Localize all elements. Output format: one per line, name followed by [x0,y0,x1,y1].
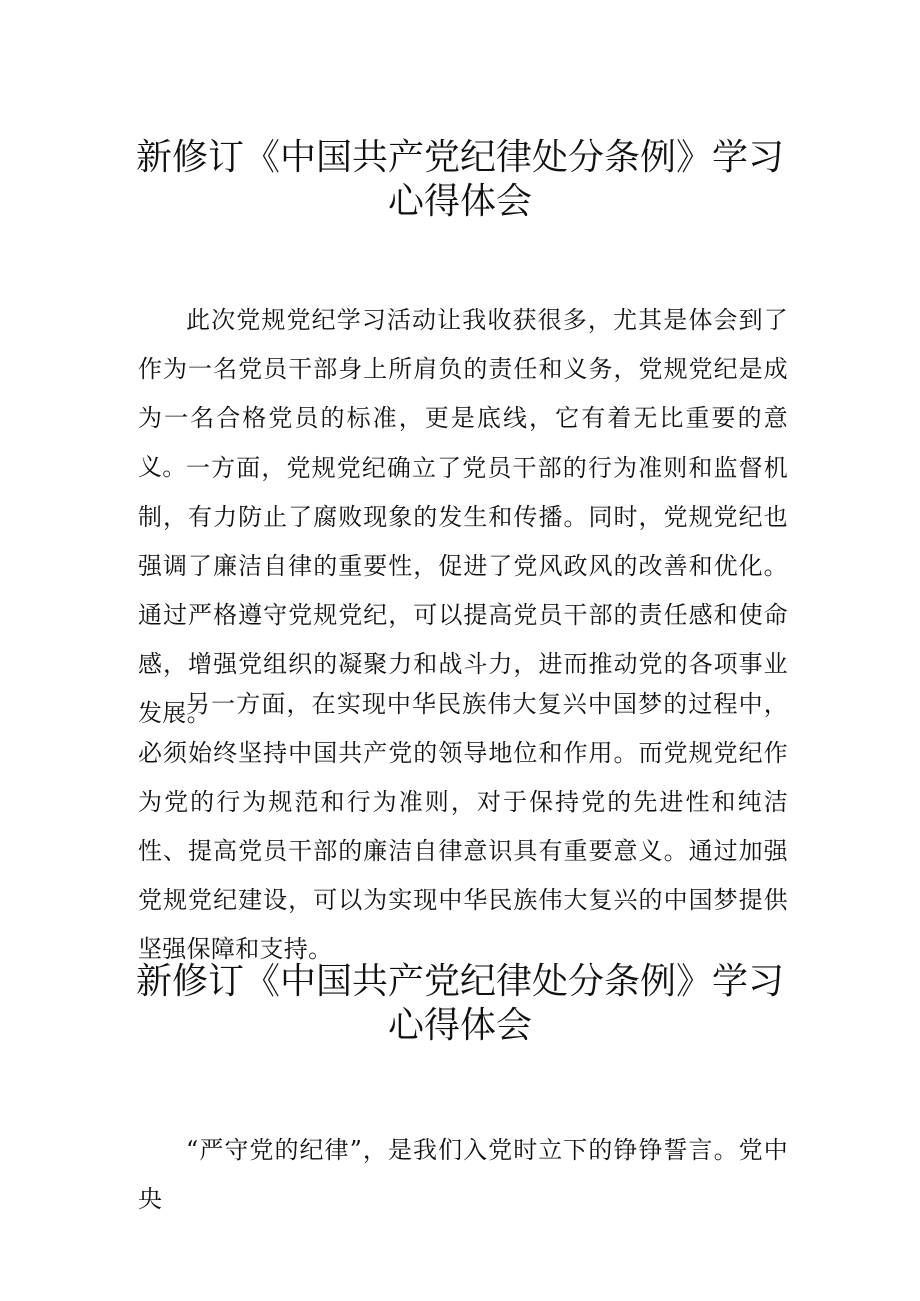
title-line-2: 心得体会 [387,1005,532,1046]
body-paragraph: 此次党规党纪学习活动让我收获很多，尤其是体会到了作为一名党员干部身上所肩负的责任和义务，党规党纪是成为一名合格党员的标准，更是底线，它有着无比重要的意义。 [138,306,788,481]
title-line-1: 新修订《中国共产党纪律处分条例》学习 [135,961,784,1002]
page-title [120,136,800,224]
title-line-1: 新修订《中国共产党纪律处分条例》学习 [135,137,784,178]
body-paragraph: 另一方面，在实现中华民族伟大复兴中国梦的过程中，必须始终坚持中国共产党的领导地位和作用。而党规党纪作为党的行为规范和行为准则，对于保持党的先进性和纯洁性、提高党员干部的廉洁自律意识具有重要意义。通过加强党规党纪建设，可以为实现中华民族伟大复兴的中国梦提供坚强保障和支持。 [138,690,788,963]
second-article-title [120,960,800,1048]
title-line-2: 心得体会 [387,181,532,222]
body-paragraph: “严守党的纪律”，是我们入党时立下的铮铮誓言。党中央 [138,1136,788,1213]
body-paragraph: 一方面，党规党纪确立了党员干部的行为准则和监督机制，有力防止了腐败现象的发生和传播。同时，党规党纪也强调了廉洁自律的重要性，促进了党风政风的改善和优化。通过严格遵守党规党纪，可以提高党员干部的责任感和使命感，增强党组织的凝聚力和战斗力，进而推动党的各项事业发展。 [138,454,788,727]
